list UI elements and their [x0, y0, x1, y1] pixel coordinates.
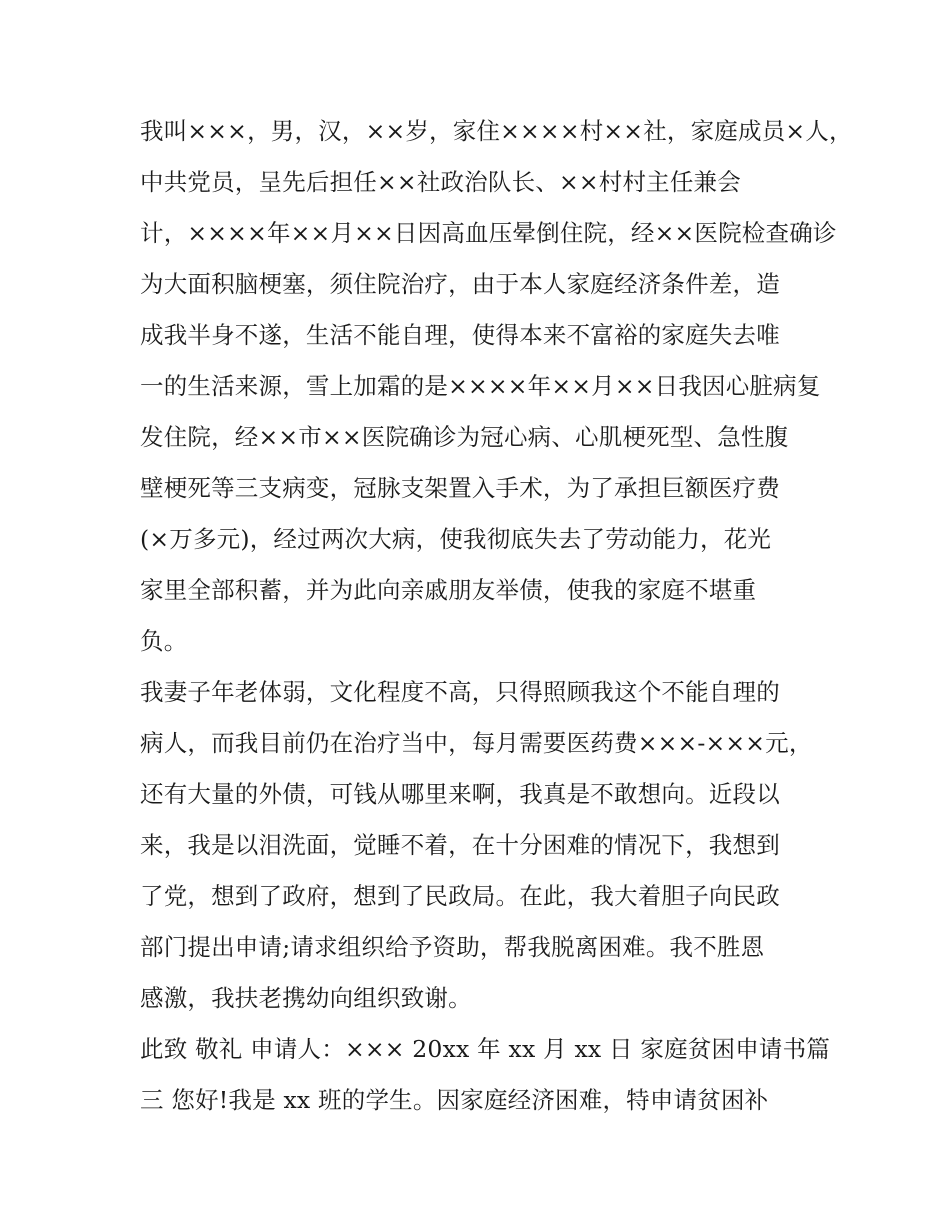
text-line: 成我半身不遂，生活不能自理，使得本来不富裕的家庭失去唯 [140, 321, 780, 349]
text-line: 中共党员，呈先后担任××社政治队长、××村村主任兼会 [140, 168, 741, 196]
text-line: (×万多元)，经过两次大病，使我彻底失去了劳动能力，花光 [140, 525, 772, 553]
text-line: 三 您好!我是 xx 班的学生。因家庭经济困难，特申请贫困补 [140, 1086, 769, 1114]
text-line: 壁梗死等三支病变，冠脉支架置入手术，为了承担巨额医疗费 [140, 474, 780, 502]
text-line: 发住院，经××市××医院确诊为冠心病、心肌梗死型、急性腹 [140, 423, 789, 451]
text-line: 感激，我扶老携幼向组织致谢。 [140, 984, 472, 1012]
text-line: 一的生活来源，雪上加霜的是××××年××月××日我因心脏病复 [140, 372, 821, 400]
text-line: 计，××××年××月××日因高血压晕倒住院，经××医院检查确诊 [140, 219, 837, 247]
text-line: 此致 敬礼 申请人：××× 20xx 年 xx 月 xx 日 家庭贫困申请书篇 [140, 1035, 831, 1063]
text-line: 负。 [140, 627, 188, 655]
text-line: 还有大量的外债，可钱从哪里来啊，我真是不敢想向。近段以 [140, 780, 780, 808]
document-body [140, 106, 853, 1126]
text-line: 来，我是以泪洗面，觉睡不着，在十分困难的情况下，我想到 [140, 831, 780, 859]
text-line: 家里全部积蓄，并为此向亲戚朋友举债，使我的家庭不堪重 [140, 576, 757, 604]
text-line: 部门提出申请;请求组织给予资助，帮我脱离困难。我不胜恩 [140, 933, 765, 961]
text-line: 我妻子年老体弱，文化程度不高，只得照顾我这个不能自理的 [140, 678, 780, 706]
text-line: 为大面积脑梗塞，须住院治疗，由于本人家庭经济条件差，造 [140, 270, 780, 298]
text-line: 了党，想到了政府，想到了民政局。在此，我大着胆子向民政 [140, 882, 780, 910]
text-line: 病人，而我目前仍在治疗当中，每月需要医药费×××-×××元， [140, 729, 813, 757]
text-line: 我叫×××，男，汉，××岁，家住××××村××社，家庭成员×人， [140, 117, 853, 145]
